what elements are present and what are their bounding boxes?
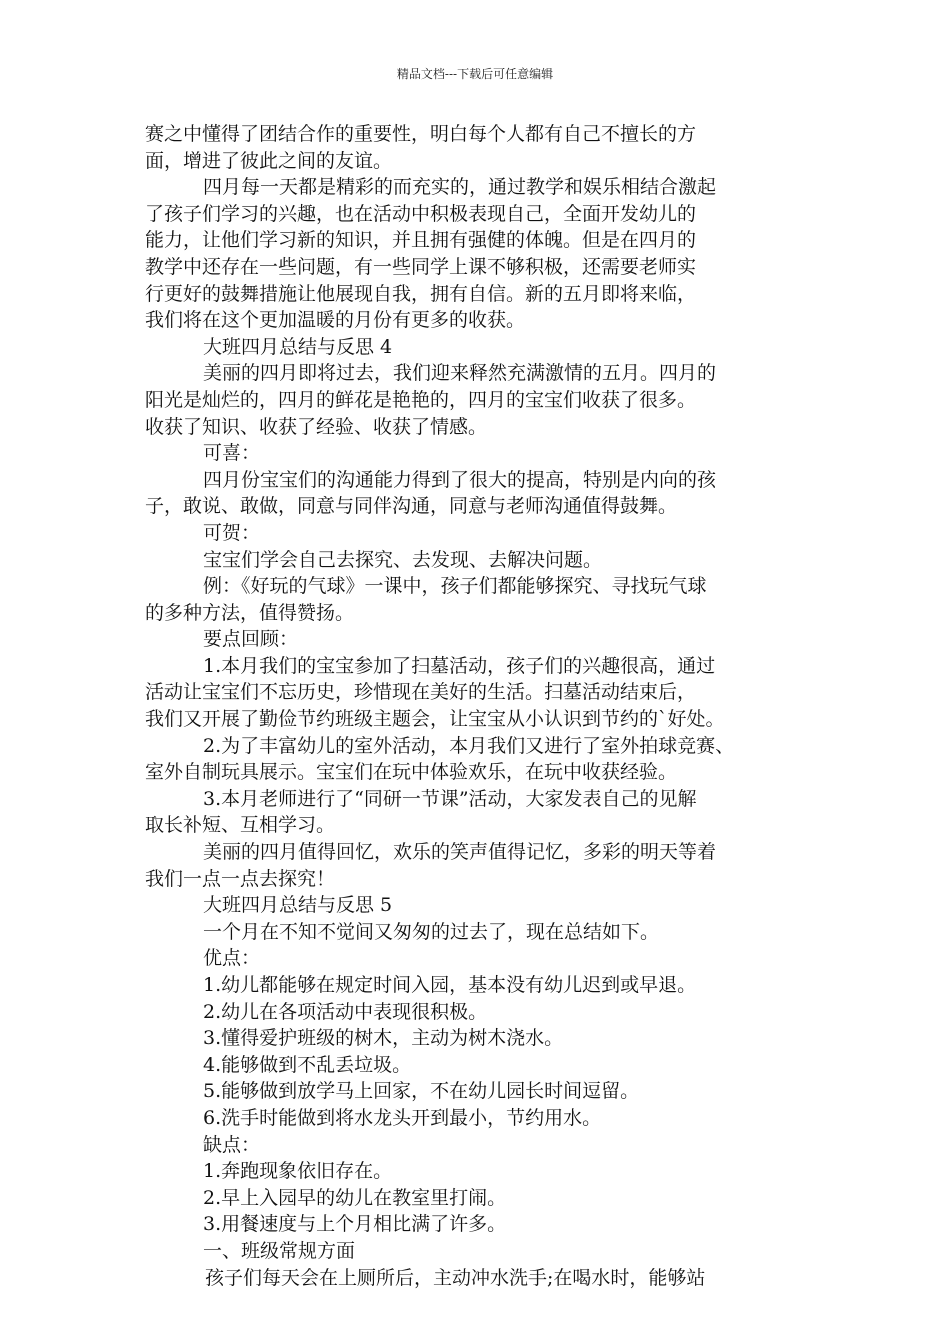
text-line: 行更好的鼓舞措施让他展现自我，拥有自信。新的五月即将来临， bbox=[145, 282, 697, 305]
text-line: 美丽的四月值得回忆，欢乐的笑声值得记忆，多彩的明天等着 bbox=[203, 841, 717, 864]
text-line: 的多种方法，值得赞扬。 bbox=[145, 601, 355, 624]
list-item: 2.幼儿在各项活动中表现很积极。 bbox=[203, 1000, 488, 1023]
text-line: 孩子们每天会在上厕所后，主动冲水洗手;在喝水时，能够站 bbox=[205, 1266, 706, 1289]
text-line: 宝宝们学会自己去探究、去发现、去解决问题。 bbox=[203, 548, 603, 571]
list-item: 4.能够做到不乱丢垃圾。 bbox=[203, 1053, 412, 1076]
subheading: 可喜： bbox=[203, 442, 261, 465]
list-item: 6.洗手时能做到将水龙头开到最小，节约用水。 bbox=[203, 1106, 602, 1129]
list-item: 3.用餐速度与上个月相比满了许多。 bbox=[203, 1213, 507, 1236]
document-body bbox=[145, 121, 810, 1291]
text-line: 我们一点一点去探究！ bbox=[145, 867, 336, 890]
text-line: 能力，让他们学习新的知识，并且拥有强健的体魄。但是在四月的 bbox=[145, 229, 697, 252]
page-header: 精品文档---下载后可任意编辑 bbox=[396, 67, 554, 81]
section-heading: 大班四月总结与反思 5 bbox=[203, 894, 393, 917]
text-line: 活动让宝宝们不忘历史，珍惜现在美好的生活。扫墓活动结束后， bbox=[145, 681, 697, 704]
text-line: 阳光是灿烂的，四月的鲜花是艳艳的，四月的宝宝们收获了很多。 bbox=[145, 388, 697, 411]
list-item: 3.懂得爱护班级的树木，主动为树木浇水。 bbox=[203, 1027, 564, 1050]
text-line: 例：《好玩的气球》一课中，孩子们都能够探究、寻找玩气球 bbox=[203, 575, 707, 598]
text-line: 美丽的四月即将过去，我们迎来释然充满激情的五月。四月的 bbox=[203, 362, 717, 385]
text-line: 面，增进了彼此之间的友谊。 bbox=[145, 149, 393, 172]
section-heading: 大班四月总结与反思 4 bbox=[203, 335, 393, 358]
text-line: 收获了知识、收获了经验、收获了情感。 bbox=[145, 415, 488, 438]
text-line: 教学中还存在一些问题，有一些同学上课不够积极，还需要老师实 bbox=[145, 255, 697, 278]
text-line: 赛之中懂得了团结合作的重要性，明白每个人都有自己不擅长的方 bbox=[145, 123, 697, 145]
list-item: 5.能够做到放学马上回家，不在幼儿园长时间逗留。 bbox=[203, 1080, 640, 1103]
text-line: 我们又开展了勤俭节约班级主题会，让宝宝从小认识到节约的`好处。 bbox=[145, 708, 725, 731]
list-item: 1.本月我们的宝宝参加了扫墓活动，孩子们的兴趣很高，通过 bbox=[203, 654, 716, 677]
list-item: 2.为了丰富幼儿的室外活动，本月我们又进行了室外拍球竞赛、 bbox=[203, 734, 735, 757]
text-line: 取长补短、互相学习。 bbox=[145, 814, 336, 837]
list-item: 3.本月老师进行了“同研一节课”活动，大家发表自己的见解 bbox=[203, 787, 697, 810]
list-item: 1.幼儿都能够在规定时间入园，基本没有幼儿迟到或早退。 bbox=[203, 974, 697, 996]
text-line: 我们将在这个更加温暖的月份有更多的收获。 bbox=[145, 309, 526, 332]
text-line: 了孩子们学习的兴趣，也在活动中积极表现自己，全面开发幼儿的 bbox=[145, 202, 697, 225]
text-line: 子，敢说、敢做，同意与同伴沟通，同意与老师沟通值得鼓舞。 bbox=[145, 495, 678, 518]
text-line: 室外自制玩具展示。宝宝们在玩中体验欢乐，在玩中收获经验。 bbox=[145, 761, 678, 784]
text-line: 一个月在不知不觉间又匆匆的过去了，现在总结如下。 bbox=[203, 920, 660, 943]
subheading: 优点： bbox=[203, 947, 261, 970]
list-item: 2.早上入园早的幼儿在教室里打闹。 bbox=[203, 1186, 507, 1209]
subheading: 缺点： bbox=[203, 1133, 261, 1156]
text-line: 四月份宝宝们的沟通能力得到了很大的提高，特别是内向的孩 bbox=[203, 468, 717, 491]
subheading: 可贺： bbox=[203, 521, 261, 544]
subheading: 一、班级常规方面 bbox=[203, 1239, 356, 1262]
text-line: 四月每一天都是精彩的而充实的，通过教学和娱乐相结合激起 bbox=[203, 176, 717, 199]
subheading: 要点回顾： bbox=[203, 628, 299, 651]
list-item: 1.奔跑现象依旧存在。 bbox=[203, 1160, 393, 1183]
